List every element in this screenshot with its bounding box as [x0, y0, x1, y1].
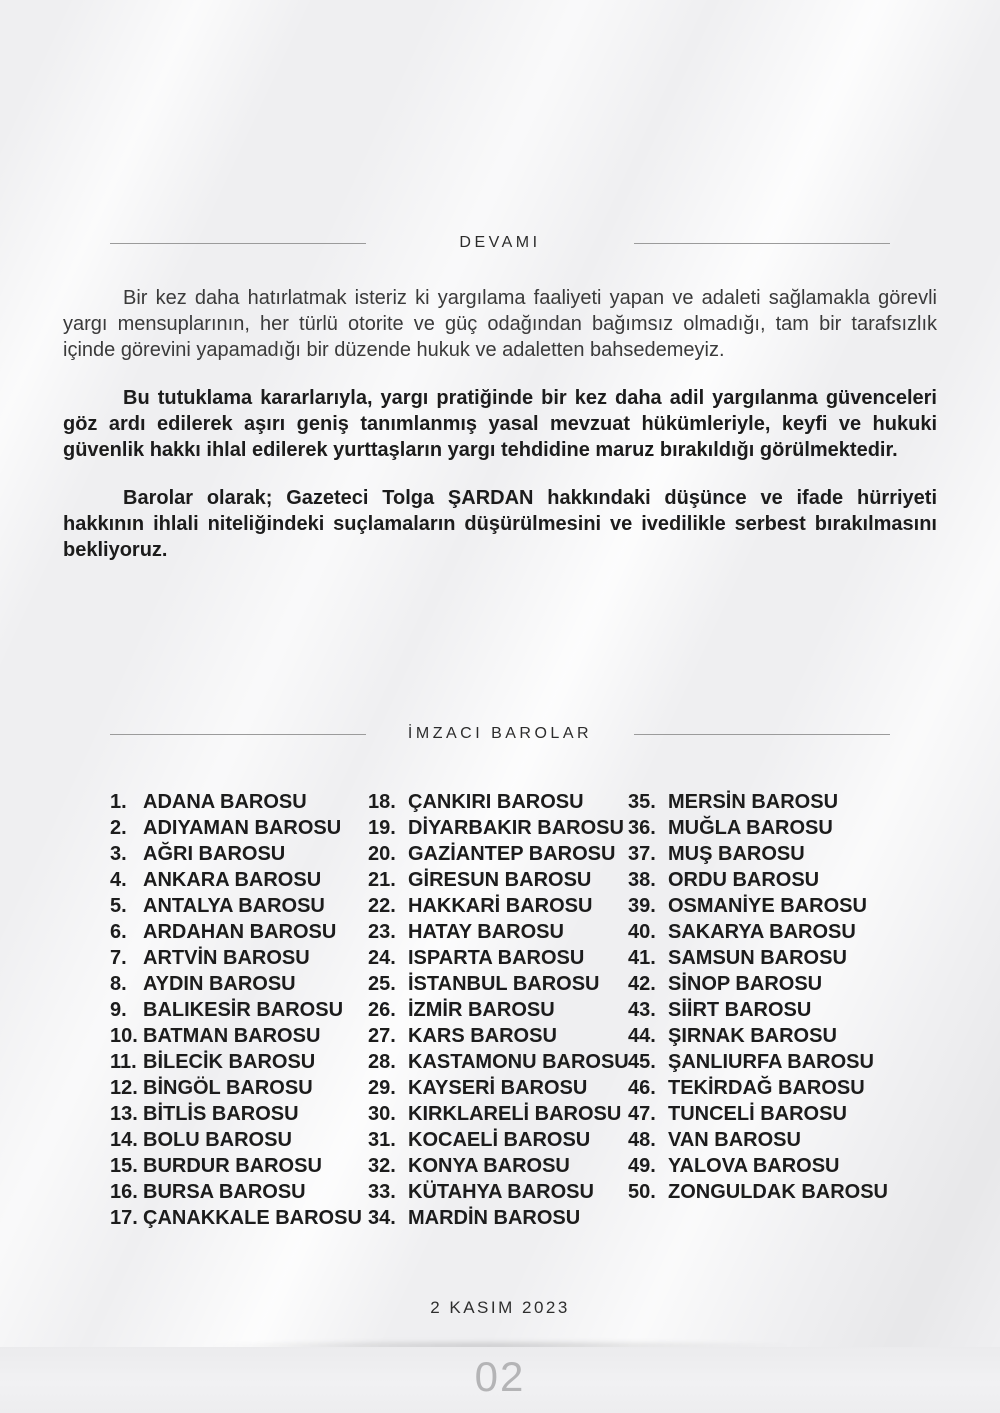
list-item-name: İSTANBUL BAROSU [408, 973, 600, 995]
list-item [368, 971, 626, 997]
list-item-number: 47. [628, 1103, 656, 1125]
list-item [110, 1127, 366, 1153]
list-item [368, 867, 626, 893]
list-item-number: 22. [368, 895, 396, 917]
list-item-name: İZMİR BAROSU [408, 999, 555, 1021]
list-item-number: 34. [368, 1207, 396, 1229]
list-item-number: 15. [110, 1155, 138, 1177]
paragraph-3: Barolar olarak; Gazeteci Tolga ŞARDAN hakkındaki düşünce ve ifade hürriyeti hakkının ihlali niteliğindeki suçlamaların düşürülmesini ve ivedilikle serbest bırakılmasını bekliyoruz. [63, 487, 937, 561]
list-item-number: 9. [110, 999, 127, 1021]
list-item-name: KONYA BAROSU [408, 1155, 570, 1177]
list-item [368, 841, 626, 867]
list-item-number: 48. [628, 1129, 656, 1151]
list-item [368, 815, 626, 841]
list-item-name: BATMAN BAROSU [143, 1025, 321, 1047]
list-item-number: 24. [368, 947, 396, 969]
list-item-name: ARTVİN BAROSU [143, 947, 310, 969]
list-item-name: KÜTAHYA BAROSU [408, 1181, 594, 1203]
list-item [628, 815, 928, 841]
list-item-number: 29. [368, 1077, 396, 1099]
list-item-number: 35. [628, 791, 656, 813]
bar-list-column-3 [628, 789, 928, 1205]
list-item [628, 1049, 928, 1075]
list-item [368, 1075, 626, 1101]
header-rule-left [110, 243, 366, 244]
list-item-number: 12. [110, 1077, 138, 1099]
list-item [368, 1153, 626, 1179]
list-item-number: 31. [368, 1129, 396, 1151]
list-item [110, 867, 366, 893]
page-number: 02 [474, 1353, 526, 1400]
section-title: DEVAMI [459, 234, 541, 251]
header-rule-left [110, 734, 366, 735]
list-item [368, 1023, 626, 1049]
list-item-name: ORDU BAROSU [668, 869, 820, 891]
list-item-number: 27. [368, 1025, 396, 1047]
list-item-name: AYDIN BAROSU [143, 973, 296, 995]
list-item-name: ÇANAKKALE BAROSU [143, 1207, 362, 1229]
list-item [368, 1101, 626, 1127]
list-item-number: 7. [110, 947, 127, 969]
header-rule-right [634, 734, 890, 735]
list-item-name: AĞRI BAROSU [143, 843, 286, 865]
list-item-number: 13. [110, 1103, 138, 1125]
list-item-number: 50. [628, 1181, 656, 1203]
list-item-name: GAZİANTEP BAROSU [408, 843, 616, 865]
header-rule-right [634, 243, 890, 244]
list-item-name: SAKARYA BAROSU [668, 921, 856, 943]
list-item [110, 1179, 366, 1205]
list-item-name: TEKİRDAĞ BAROSU [668, 1077, 865, 1099]
list-item-name: ŞANLIURFA BAROSU [668, 1051, 874, 1073]
list-item [368, 893, 626, 919]
list-item-name: BOLU BAROSU [143, 1129, 292, 1151]
list-item [368, 1179, 626, 1205]
list-item-name: KARS BAROSU [408, 1025, 557, 1047]
list-item-number: 18. [368, 791, 396, 813]
list-item [628, 945, 928, 971]
list-item [628, 867, 928, 893]
list-item [110, 893, 366, 919]
list-item-name: BİNGÖL BAROSU [143, 1077, 313, 1099]
list-item-number: 23. [368, 921, 396, 943]
list-item-number: 33. [368, 1181, 396, 1203]
list-item-name: HAKKARİ BAROSU [408, 895, 593, 917]
list-item [110, 919, 366, 945]
list-item-name: BİLECİK BAROSU [143, 1051, 316, 1073]
list-item [110, 997, 366, 1023]
section-header-imzaci [110, 724, 890, 744]
list-item-number: 40. [628, 921, 656, 943]
list-item-name: ISPARTA BAROSU [408, 947, 585, 969]
list-item-name: MERSİN BAROSU [668, 791, 839, 813]
list-item-name: HATAY BAROSU [408, 921, 564, 943]
list-item [628, 789, 928, 815]
list-item-number: 25. [368, 973, 396, 995]
list-item-number: 39. [628, 895, 656, 917]
list-item-number: 3. [110, 843, 127, 865]
list-item-name: SAMSUN BAROSU [668, 947, 847, 969]
list-item-name: ZONGULDAK BAROSU [668, 1181, 888, 1203]
list-item [368, 997, 626, 1023]
list-item-number: 10. [110, 1025, 138, 1047]
list-item [368, 1127, 626, 1153]
list-item-name: KIRKLARELİ BAROSU [408, 1103, 622, 1125]
list-item-name: KASTAMONU BAROSU [408, 1051, 629, 1073]
list-item-number: 26. [368, 999, 396, 1021]
list-item [628, 1127, 928, 1153]
list-item [368, 919, 626, 945]
list-item [628, 1023, 928, 1049]
list-item-number: 2. [110, 817, 127, 839]
list-item [628, 841, 928, 867]
list-item-number: 5. [110, 895, 127, 917]
list-item-name: KOCAELİ BAROSU [408, 1129, 591, 1151]
paragraph-2: Bu tutuklama kararlarıyla, yargı pratiğinde bir kez daha adil yargılanma güvenceleri göz ardı edilerek aşırı geniş tanımlanmış yasal mevzuat hükümleriyle, keyfi ve hukuki güvenlik hakkı ihlal edilerek yurttaşların yargı tehdidine maruz bırakıldığı görülmektedir. [63, 387, 937, 461]
list-item-number: 45. [628, 1051, 656, 1073]
bar-list-column-1 [110, 789, 366, 1231]
list-item-number: 4. [110, 869, 127, 891]
list-item-name: TUNCELİ BAROSU [668, 1103, 847, 1125]
list-item [628, 971, 928, 997]
list-item-number: 42. [628, 973, 656, 995]
list-item-name: BİTLİS BAROSU [143, 1103, 299, 1125]
list-item-name: BURSA BAROSU [143, 1181, 306, 1203]
list-item-name: SİİRT BAROSU [668, 999, 812, 1021]
list-item-number: 6. [110, 921, 127, 943]
list-item-name: BURDUR BAROSU [143, 1155, 322, 1177]
list-item-name: ARDAHAN BAROSU [143, 921, 337, 943]
list-item-name: SİNOP BAROSU [668, 973, 823, 995]
section-header-devami [110, 233, 890, 253]
list-item-number: 8. [110, 973, 127, 995]
list-item-number: 43. [628, 999, 656, 1021]
list-item-name: ADANA BAROSU [143, 791, 307, 813]
list-item [110, 1205, 366, 1231]
list-item-number: 21. [368, 869, 396, 891]
footer [0, 1347, 1000, 1413]
list-item-number: 44. [628, 1025, 656, 1047]
list-item-number: 28. [368, 1051, 396, 1073]
list-item-number: 14. [110, 1129, 138, 1151]
list-item-name: GİRESUN BAROSU [408, 869, 592, 891]
list-item-name: ANKARA BAROSU [143, 869, 322, 891]
list-item [368, 1205, 626, 1231]
list-item-name: YALOVA BAROSU [668, 1155, 840, 1177]
list-item-name: MUŞ BAROSU [668, 843, 805, 865]
list-item-number: 1. [110, 791, 127, 813]
section-title: İMZACI BAROLAR [407, 725, 593, 742]
list-item-name: ANTALYA BAROSU [143, 895, 325, 917]
list-item [628, 1075, 928, 1101]
list-item-name: VAN BAROSU [668, 1129, 801, 1151]
body-text [63, 285, 937, 585]
list-item-number: 20. [368, 843, 396, 865]
list-item-number: 11. [110, 1051, 137, 1073]
list-item-name: KAYSERİ BAROSU [408, 1077, 588, 1099]
list-item-number: 30. [368, 1103, 396, 1125]
paragraph-1: Bir kez daha hatırlatmak isteriz ki yargılama faaliyeti yapan ve adaleti sağlamakla görevli yargı mensuplarının, her türlü otorite ve güç odağından bağımsız olmadığı, tam bir tarafsızlık içinde görevini yapamadığı bir düzende hukuk ve adaletten bahsedemeyiz. [63, 287, 937, 361]
list-item-number: 38. [628, 869, 656, 891]
list-item [110, 1153, 366, 1179]
bar-list-column-2 [368, 789, 629, 1231]
list-item [368, 1049, 629, 1075]
list-item-name: MARDİN BAROSU [408, 1207, 581, 1229]
list-item [628, 997, 928, 1023]
list-item-number: 36. [628, 817, 656, 839]
list-item-name: OSMANİYE BAROSU [668, 895, 867, 917]
list-item [110, 1049, 366, 1075]
list-item-name: MUĞLA BAROSU [668, 817, 833, 839]
list-item [110, 1075, 366, 1101]
list-item-number: 19. [368, 817, 396, 839]
list-item-number: 41. [628, 947, 656, 969]
list-item-name: DİYARBAKIR BAROSU [408, 817, 624, 839]
list-item-number: 46. [628, 1077, 656, 1099]
list-item-number: 32. [368, 1155, 396, 1177]
list-item [110, 1023, 366, 1049]
list-item [110, 945, 366, 971]
list-item-number: 17. [110, 1207, 138, 1229]
list-item-name: ŞIRNAK BAROSU [668, 1025, 837, 1047]
list-item-name: ÇANKIRI BAROSU [408, 791, 584, 813]
list-item [110, 815, 366, 841]
date-label: 2 KASIM 2023 [430, 1298, 570, 1317]
list-item [110, 1101, 366, 1127]
list-item-name: ADIYAMAN BAROSU [143, 817, 342, 839]
list-item [628, 1101, 928, 1127]
list-item [628, 1153, 928, 1179]
list-item [110, 789, 366, 815]
list-item [368, 945, 626, 971]
list-item [110, 841, 366, 867]
list-item [628, 1179, 928, 1205]
list-item [628, 893, 928, 919]
list-item [110, 971, 366, 997]
list-item [628, 919, 928, 945]
list-item-name: BALIKESİR BAROSU [143, 999, 344, 1021]
list-item [368, 789, 626, 815]
list-item-number: 16. [110, 1181, 138, 1203]
list-item-number: 49. [628, 1155, 656, 1177]
list-item-number: 37. [628, 843, 656, 865]
